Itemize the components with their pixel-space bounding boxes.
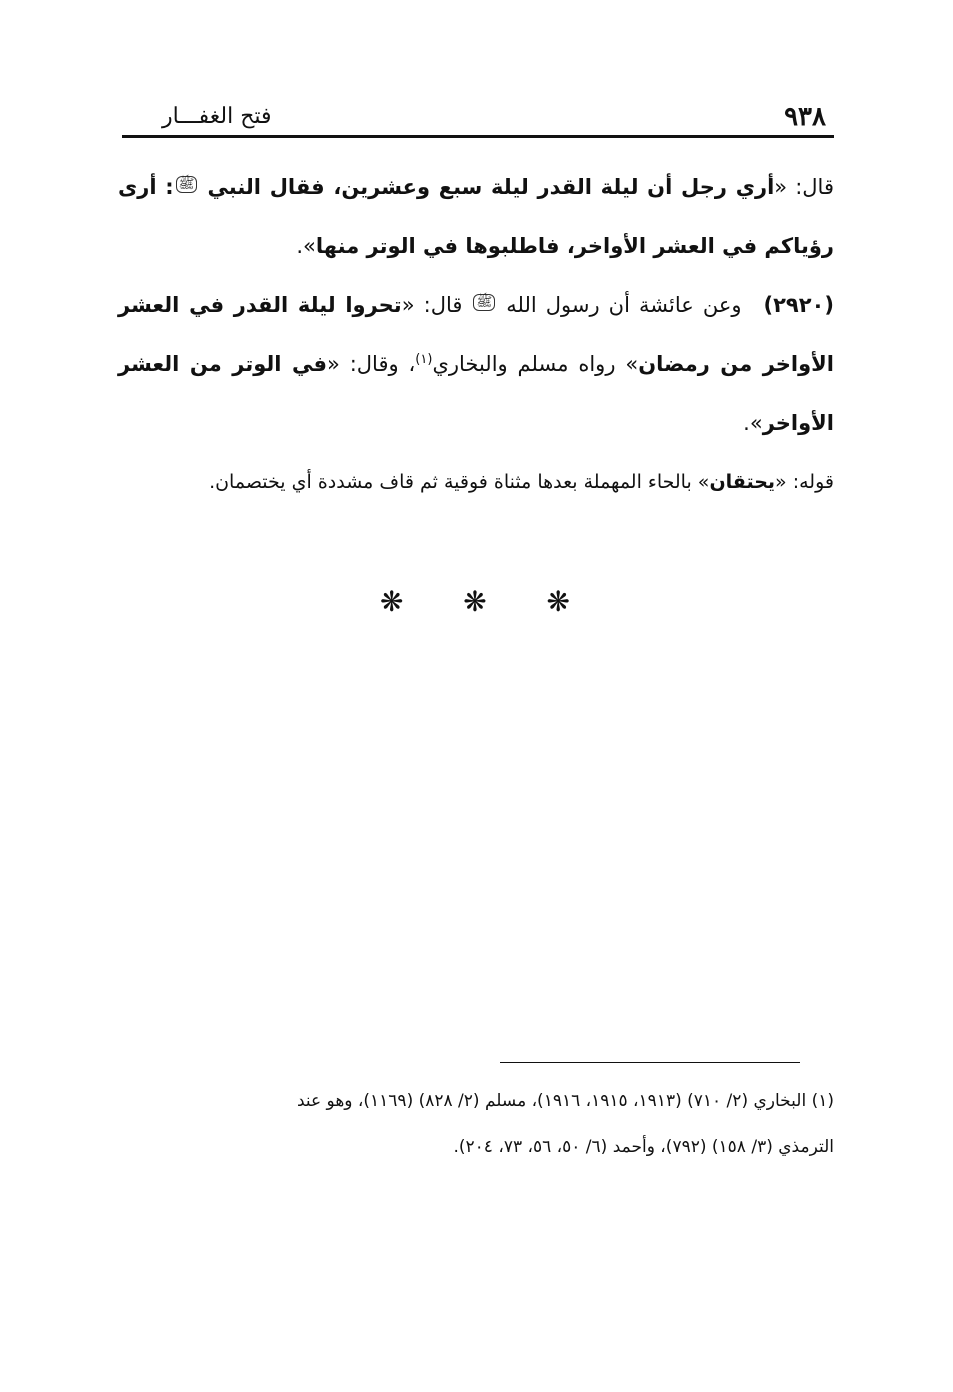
salutation-symbol: ﷺ xyxy=(473,294,495,311)
hadith-quote: أري رجل أن ليلة القدر ليلة سبع وعشرين، فقال النبي xyxy=(207,175,775,199)
salutation-symbol: ﷺ xyxy=(176,176,198,193)
paragraph-hadith-2920 xyxy=(118,276,834,453)
text-segment: قال: « xyxy=(774,175,834,199)
page-header xyxy=(122,100,834,136)
text-segment: ». xyxy=(296,234,316,258)
footnote-line: (١) البخاري (٢/ ٧١٠) (١٩١٣، ١٩١٥، ١٩١٦)، مسلم (٢/ ٨٢٨) (١١٦٩)، وهو عند xyxy=(296,1091,834,1111)
commentary-term: يحتقان xyxy=(709,471,776,493)
text-segment: ». xyxy=(743,411,763,435)
hadith-quote: في الوتر من العشر الأواخر xyxy=(118,352,834,435)
running-title: فتح الغفـــار xyxy=(162,104,272,129)
text-segment: » رواه مسلم والبخاري xyxy=(432,352,639,376)
main-text xyxy=(118,158,834,512)
footnote-reference: (١) xyxy=(415,352,433,367)
asterism-star-icon: ❋ xyxy=(463,585,487,618)
footnote-rule xyxy=(500,1062,800,1063)
asterism-star-icon: ❋ xyxy=(546,585,570,618)
header-rule xyxy=(122,135,834,138)
page-number: ٩٣٨ xyxy=(784,102,826,132)
hadith-quote: : أرى رؤياكم في العشر الأواخر، فاطلبوها في الوتر منها xyxy=(118,175,834,258)
paragraph-commentary xyxy=(118,453,834,512)
asterism-star-icon: ❋ xyxy=(380,585,404,618)
text-segment: قوله: « xyxy=(775,471,834,493)
paragraph-hadith-continuation xyxy=(118,158,834,276)
hadith-quote: تحروا ليلة القدر في العشر الأواخر من رمضان xyxy=(118,293,834,376)
text-segment: ، وقال: « xyxy=(327,352,416,376)
text-segment: وعن عائشة أن رسول الله xyxy=(506,293,742,317)
footnote-line: الترمذي (٣/ ١٥٨) (٧٩٢)، وأحمد (٦/ ٥٠، ٥٦، ٧٣، ٢٠٤). xyxy=(453,1137,834,1157)
hadith-number: (٢٩٢٠) xyxy=(763,293,834,317)
text-segment: قال: « xyxy=(401,293,463,317)
text-segment: » بالحاء المهملة بعدها مثناة فوقية ثم قاف مشددة أي يختصمان. xyxy=(209,471,710,493)
section-separator xyxy=(380,585,570,618)
footnotes xyxy=(118,1078,834,1170)
